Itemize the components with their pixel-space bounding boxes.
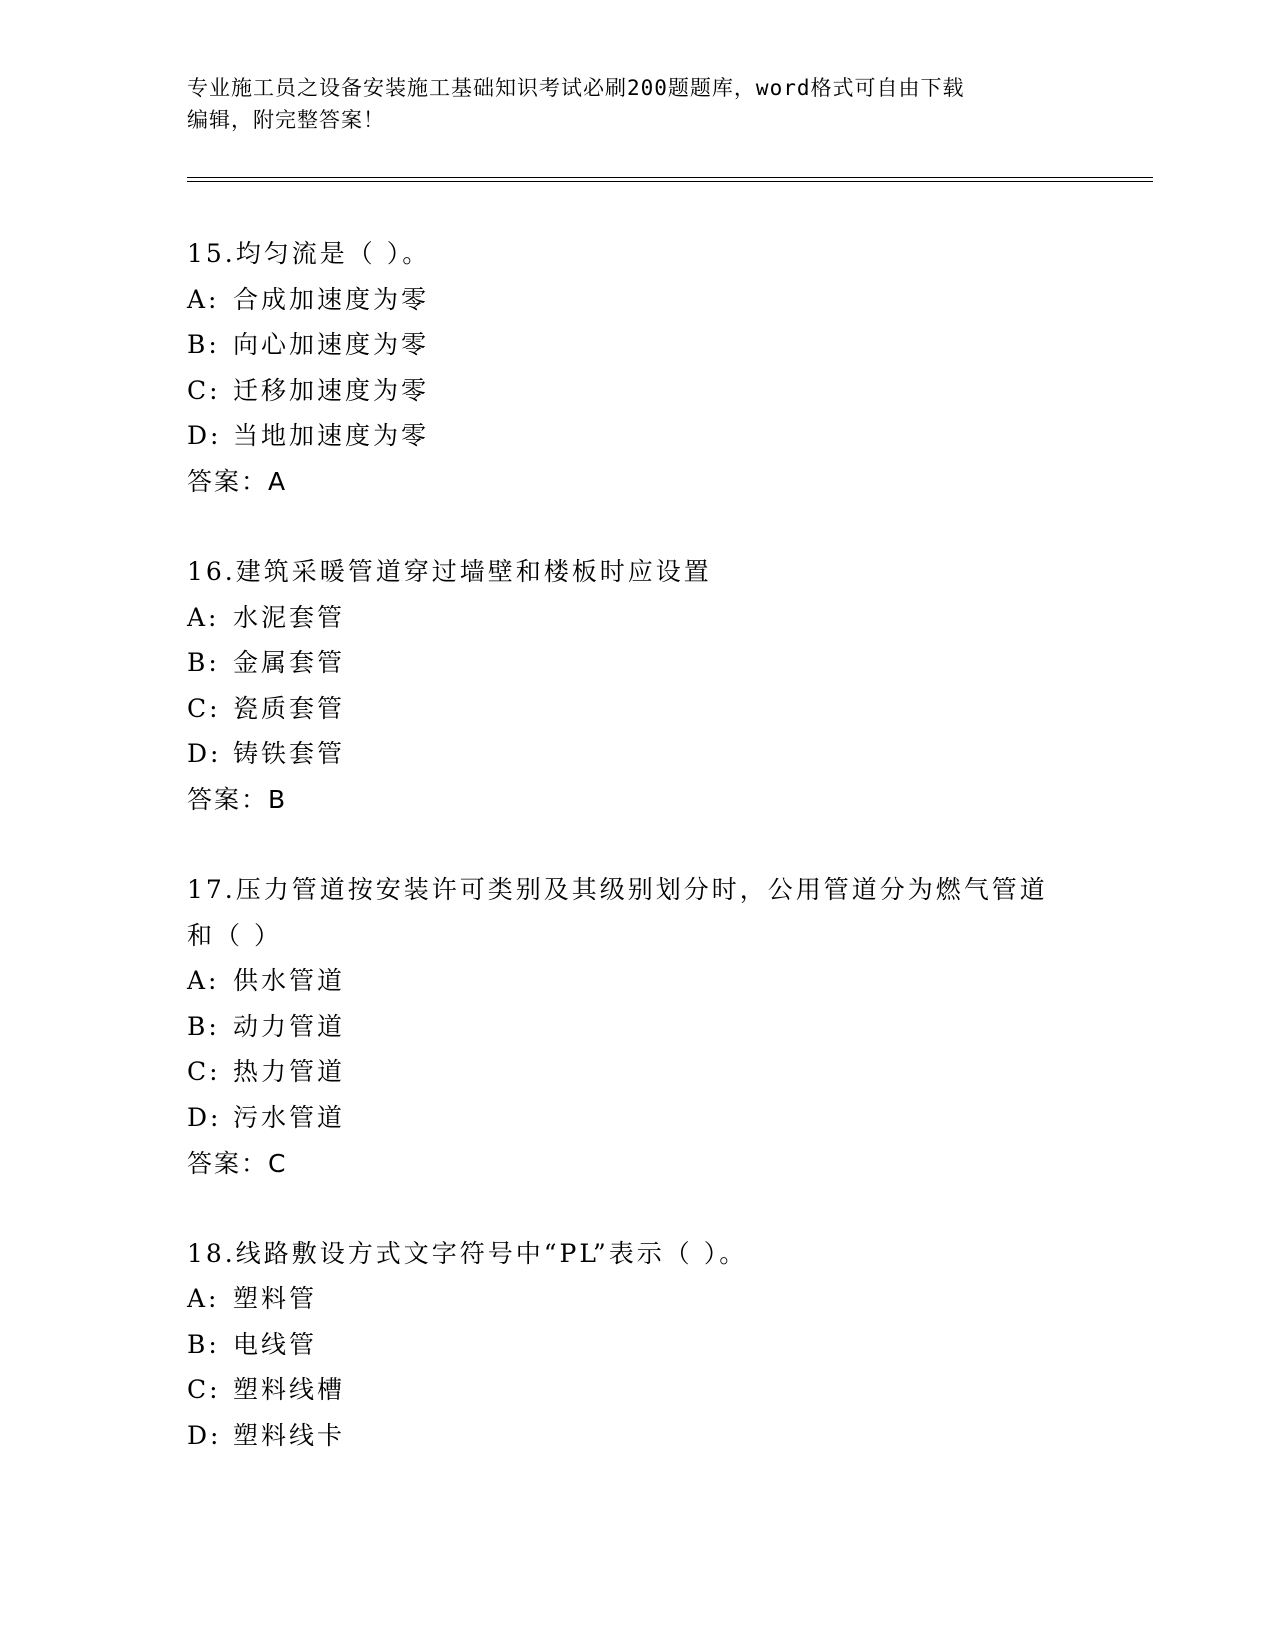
question-17-option-d	[187, 1102, 345, 1134]
header-divider-top	[187, 177, 1153, 178]
option-text: 合成加速度为零	[233, 285, 430, 314]
option-letter: B:	[187, 1012, 220, 1041]
header-title-line-2: 编辑，附完整答案！	[187, 108, 385, 132]
question-17-stem-line-1: 17.压力管道按安装许可类别及其级别划分时，公用管道分为燃气管道	[187, 875, 1048, 904]
option-text: 金属套管	[233, 648, 346, 677]
question-18-stem: 18.线路敷设方式文字符号中“PL”表示（ ）。	[187, 1239, 748, 1268]
question-17-stem-line-2: 和（ ）	[187, 921, 282, 950]
header-divider-bottom	[187, 181, 1153, 182]
option-text: 动力管道	[233, 1012, 346, 1041]
option-text: 瓷质套管	[233, 694, 346, 723]
question-17-option-b	[187, 1011, 345, 1043]
question-15-option-b	[187, 329, 429, 361]
option-letter: B:	[187, 330, 220, 359]
option-letter: B:	[187, 648, 220, 677]
option-letter: D:	[187, 1421, 222, 1450]
option-text: 电线管	[233, 1330, 318, 1359]
question-18-option-c	[187, 1374, 345, 1406]
option-letter: C:	[187, 1375, 221, 1404]
option-letter: C:	[187, 1057, 221, 1086]
option-letter: B:	[187, 1330, 220, 1359]
option-letter: A:	[187, 285, 220, 314]
question-15-answer: 答案：A	[187, 467, 288, 496]
option-letter: D:	[187, 421, 222, 450]
question-18-option-d	[187, 1420, 345, 1452]
option-text: 迁移加速度为零	[233, 376, 430, 405]
option-text: 塑料线槽	[233, 1375, 346, 1404]
option-text: 热力管道	[233, 1057, 346, 1086]
header-title-line-1: 专业施工员之设备安装施工基础知识考试必刷200题题库，word格式可自由下载	[187, 76, 965, 100]
option-text: 当地加速度为零	[233, 421, 430, 450]
option-letter: C:	[187, 376, 221, 405]
option-text: 向心加速度为零	[233, 330, 430, 359]
question-16-answer: 答案：B	[187, 785, 288, 814]
question-17-option-a	[187, 965, 345, 997]
option-text: 塑料线卡	[233, 1421, 346, 1450]
question-16-option-a	[187, 602, 345, 634]
option-letter: D:	[187, 1103, 222, 1132]
question-16-option-d	[187, 738, 345, 770]
option-letter: A:	[187, 966, 220, 995]
question-15-option-c	[187, 375, 429, 407]
question-15-option-a	[187, 284, 429, 316]
question-16-option-b	[187, 647, 345, 679]
question-18-option-b	[187, 1329, 317, 1361]
question-15-stem: 15.均匀流是（ ）。	[187, 239, 431, 268]
question-16-stem: 16.建筑采暖管道穿过墙壁和楼板时应设置	[187, 557, 712, 586]
document-header	[187, 72, 1067, 136]
option-letter: D:	[187, 739, 222, 768]
question-17-option-c	[187, 1056, 345, 1088]
option-text: 铸铁套管	[233, 739, 346, 768]
option-letter: A:	[187, 1284, 220, 1313]
question-17-answer: 答案：C	[187, 1149, 288, 1178]
option-letter: C:	[187, 694, 221, 723]
option-text: 水泥套管	[233, 603, 346, 632]
option-text: 塑料管	[233, 1284, 318, 1313]
question-16-option-c	[187, 693, 345, 725]
question-18-option-a	[187, 1283, 317, 1315]
option-letter: A:	[187, 603, 220, 632]
option-text: 污水管道	[233, 1103, 346, 1132]
question-15-option-d	[187, 420, 429, 452]
option-text: 供水管道	[233, 966, 346, 995]
